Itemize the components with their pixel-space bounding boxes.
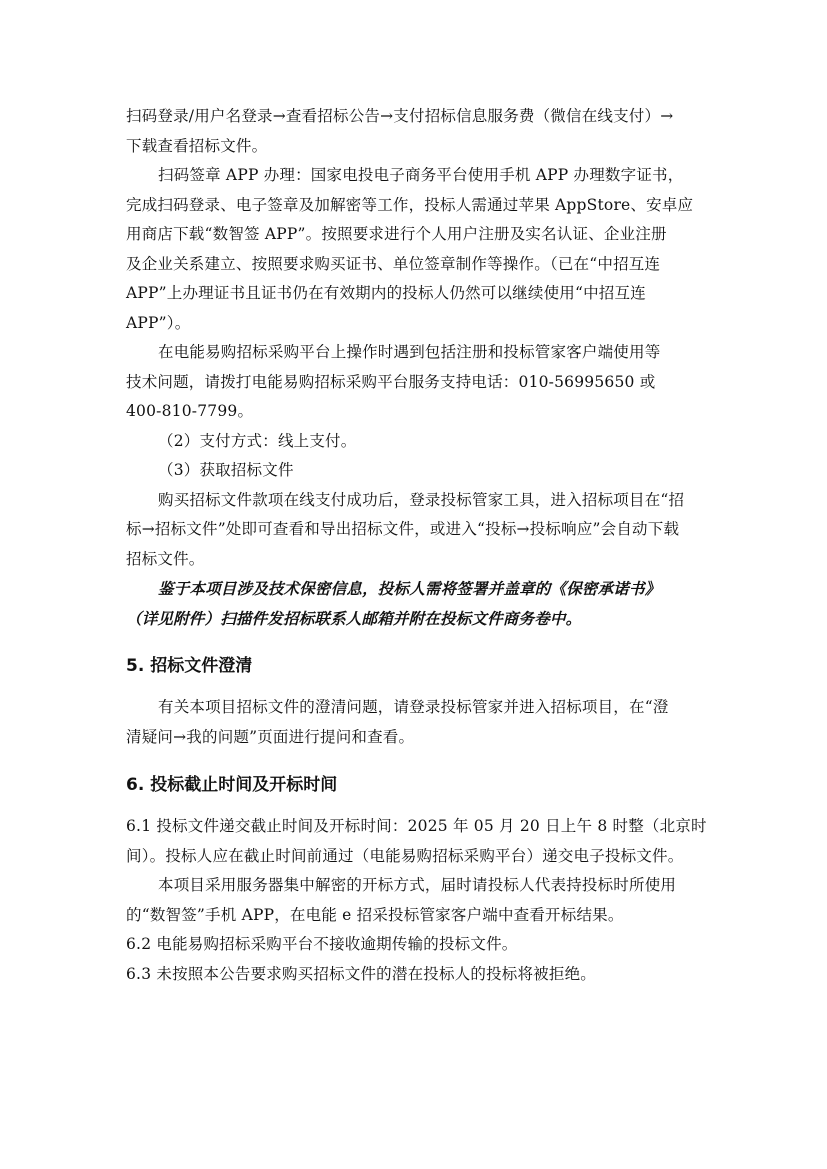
paragraph-line: APP”）。 bbox=[126, 313, 191, 332]
paragraph-line: 标→招标文件”处即可查看和导出招标文件，或进入“投标→投标响应”会自动下载 bbox=[126, 520, 680, 538]
paragraph-line: 有关本项目招标文件的澄清问题，请登录投标管家并进入招标项目，在“澄 bbox=[158, 698, 669, 716]
section-heading-5: 5. 招标文件澄清 bbox=[126, 656, 253, 676]
paragraph-line: 技术问题，请拨打电能易购招标采购平台服务支持电话：010-56995650 或 bbox=[126, 372, 656, 391]
paragraph-line: 清疑问→我的问题”页面进行提问和查看。 bbox=[126, 727, 415, 746]
paragraph-line: 用商店下载“数智签 APP”。按照要求进行个人用户注册及实名认证、企业注册 bbox=[126, 225, 667, 243]
paragraph-line: 及企业关系建立、按照要求购买证书、单位签章制作等操作。（已在“中招互连 bbox=[126, 254, 661, 273]
section-heading-6: 6. 投标截止时间及开标时间 bbox=[126, 775, 338, 795]
paragraph-line: 扫码登录/用户名登录→查看招标公告→支付招标信息服务费（微信在线支付）→ bbox=[126, 107, 674, 125]
paragraph-line: 扫码签章 APP 办理：国家电投电子商务平台使用手机 APP 办理数字证书， bbox=[158, 166, 684, 184]
paragraph-line: 本项目采用服务器集中解密的开标方式，届时请投标人代表持投标时所使用 bbox=[158, 876, 677, 894]
paragraph-line: 招标文件。 bbox=[126, 549, 205, 568]
confidentiality-notice: （详见附件）扫描件发招标联系人邮箱并附在投标文件商务卷中。 bbox=[126, 608, 582, 628]
paragraph-line: 400-810-7799。 bbox=[126, 402, 254, 420]
paragraph-line: 6.3 未按照本公告要求购买招标文件的潜在投标人的投标将被拒绝。 bbox=[126, 964, 596, 983]
paragraph-line: 的“数智签”手机 APP，在电能 e 招采投标管家客户端中查看开标结果。 bbox=[126, 905, 624, 924]
paragraph-line: 6.2 电能易购招标采购平台不接收逾期传输的投标文件。 bbox=[126, 935, 518, 953]
paragraph-line: 6.1 投标文件递交截止时间及开标时间：2025 年 05 月 20 日上午 8 时整（北京时 bbox=[126, 817, 707, 835]
paragraph-line: 购买招标文件款项在线支付成功后，登录投标管家工具，进入招标项目在“招 bbox=[158, 490, 685, 509]
paragraph-line: 下载查看招标文件。 bbox=[126, 136, 268, 155]
list-item-obtain-documents: （3）获取招标文件 bbox=[158, 461, 294, 479]
confidentiality-notice: 鉴于本项目涉及技术保密信息，投标人需将签署并盖章的《保密承诺书》 bbox=[158, 579, 661, 598]
paragraph-line: APP”上办理证书且证书仍在有效期内的投标人仍然可以继续使用“中招互连 bbox=[126, 284, 646, 302]
paragraph-line: 完成扫码登录、电子签章及加解密等工作，投标人需通过苹果 AppStore、安卓应 bbox=[126, 195, 694, 214]
paragraph-line: 间）。投标人应在截止时间前通过（电能易购招标采购平台）递交电子投标文件。 bbox=[126, 846, 684, 865]
list-item-payment-method: （2）支付方式：线上支付。 bbox=[158, 431, 357, 450]
document-page bbox=[126, 102, 710, 989]
paragraph-line: 在电能易购招标采购平台上操作时遇到包括注册和投标管家客户端使用等 bbox=[158, 343, 661, 361]
